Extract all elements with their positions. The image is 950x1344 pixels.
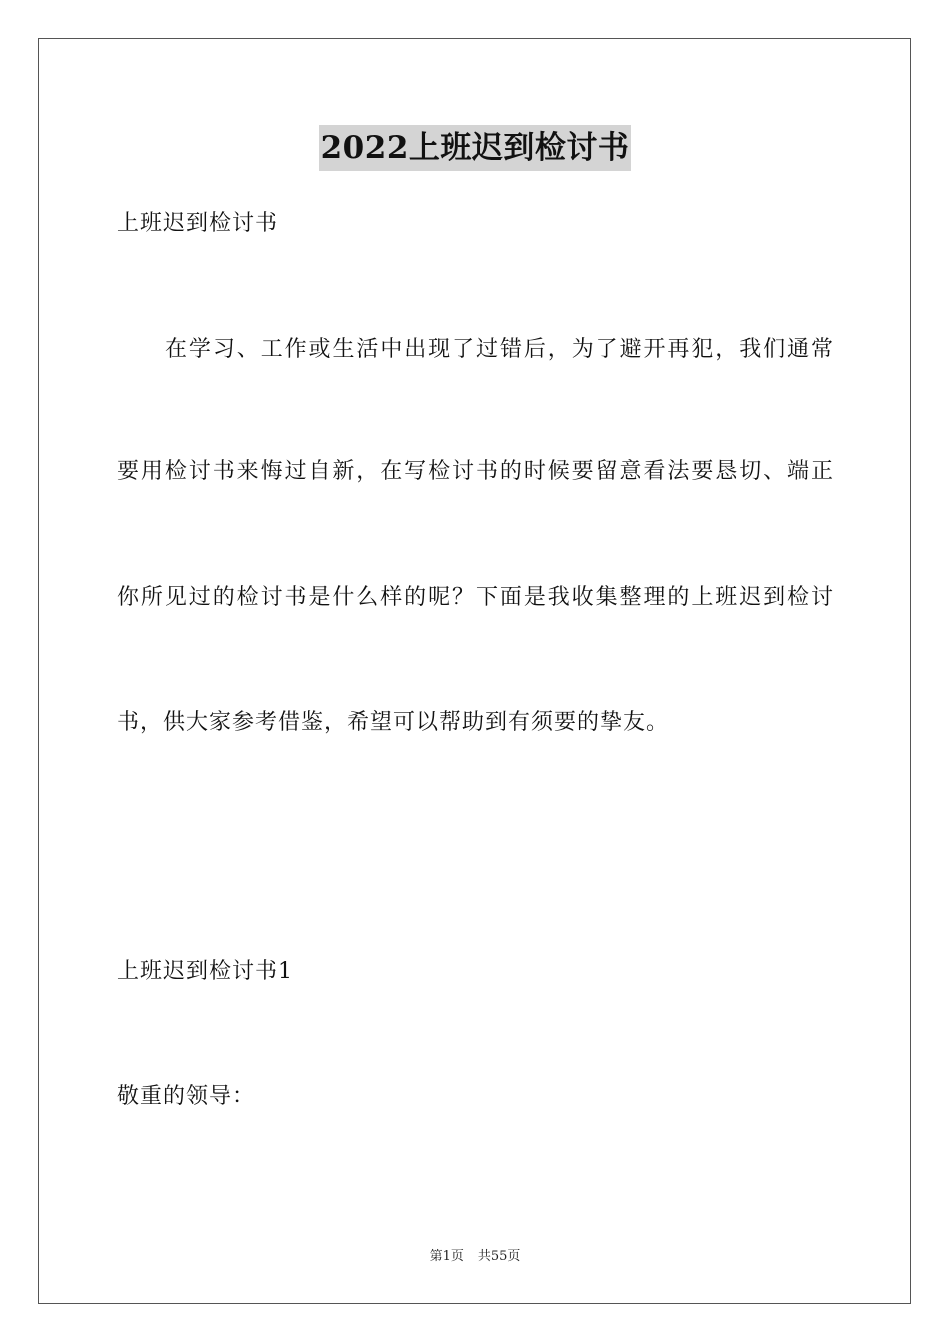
document-title: 2022上班迟到检讨书: [319, 125, 632, 171]
salutation: 敬重的领导：: [117, 1084, 256, 1109]
section-heading: 上班迟到检讨书1: [117, 959, 293, 984]
document-subtitle: 上班迟到检讨书: [117, 211, 279, 236]
title-container: [0, 125, 950, 171]
intro-line-3: 你所见过的检讨书是什么样的呢？下面是我收集整理的上班迟到检讨: [117, 585, 833, 610]
page-footer: [0, 1248, 950, 1266]
page-number-current: 第1页: [429, 1249, 464, 1264]
intro-line-2: 要用检讨书来悔过自新，在写检讨书的时候要留意看法要恳切、端正: [117, 459, 833, 484]
intro-line-1: 在学习、工作或生活中出现了过错后，为了避开再犯，我们通常: [165, 337, 833, 362]
intro-line-4: 书，供大家参考借鉴，希望可以帮助到有须要的挚友。: [117, 710, 670, 735]
page-number-total: 共55页: [477, 1249, 521, 1264]
